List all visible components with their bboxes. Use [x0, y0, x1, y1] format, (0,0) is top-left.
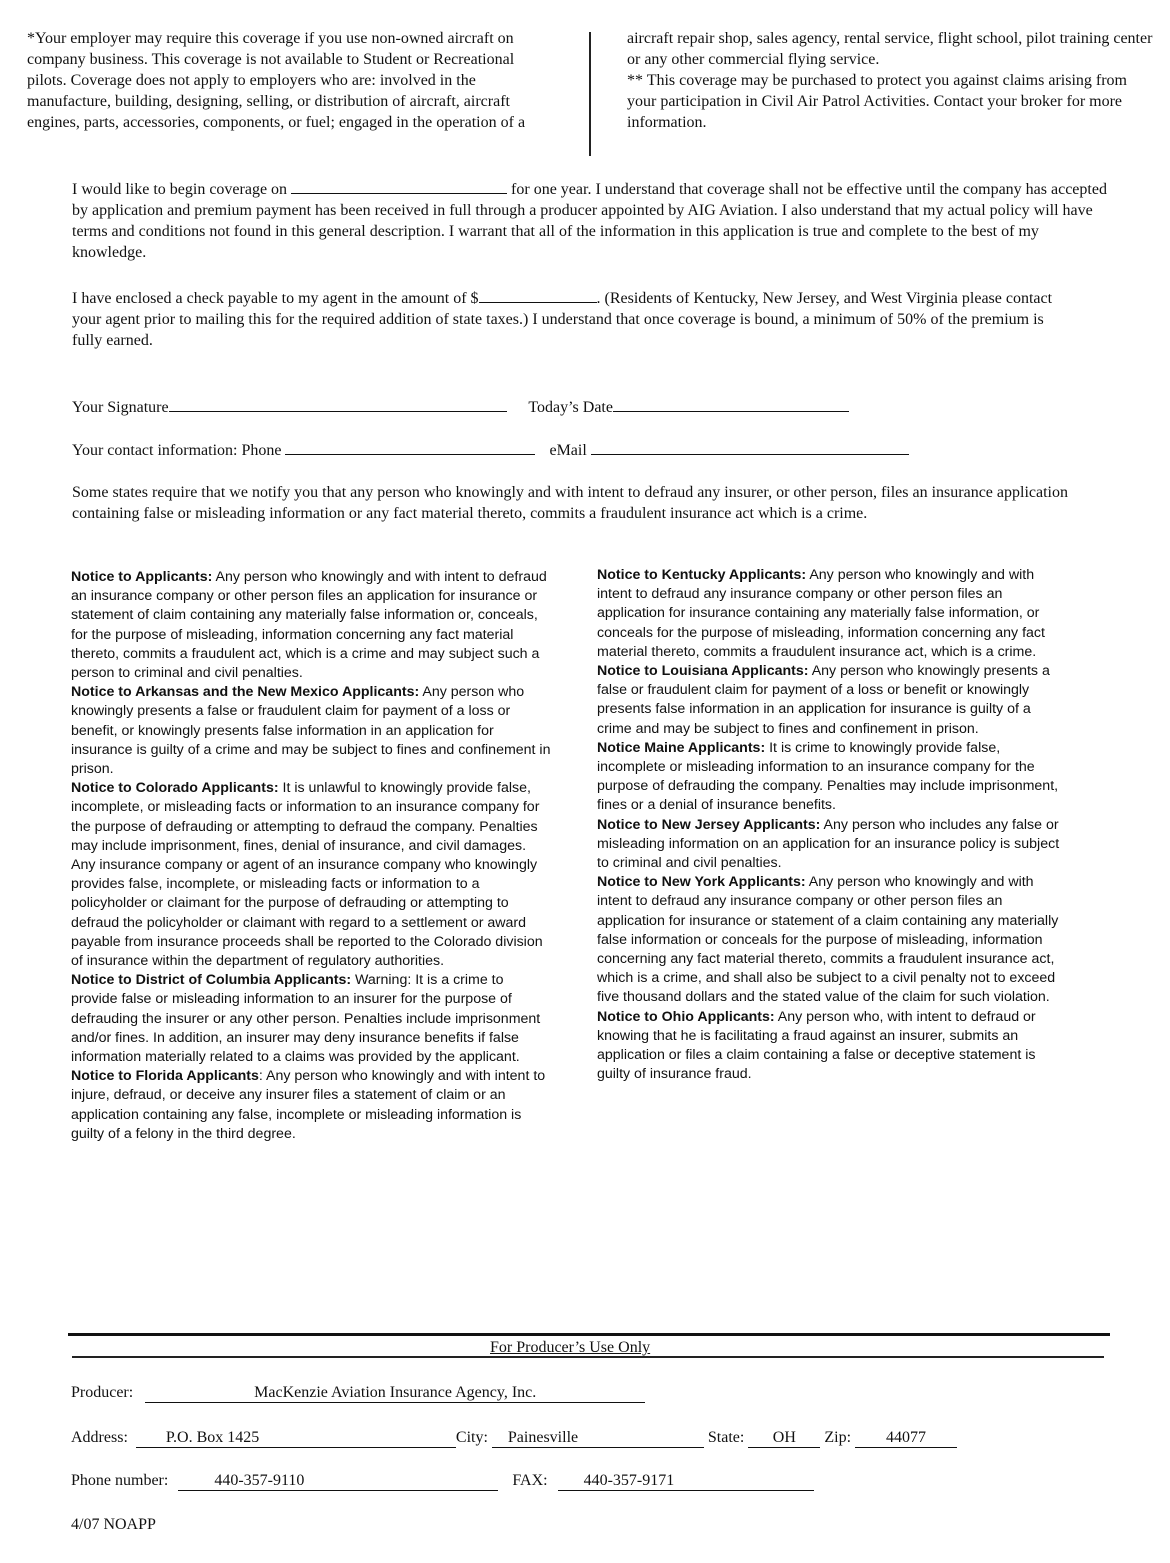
notice-kentucky: [597, 566, 1067, 662]
notice-body: Any person who knowingly presents a false or fraudulent claim for payment of a loss or benefit or knowingly presents false information in an application for insurance is guilty of a crime and may be subject to fines and confinement in prison.: [597, 663, 1050, 737]
coverage-start-date-field[interactable]: [291, 178, 507, 194]
notice-body: Any person who includes any false or misleading information on an application for an insurance policy is subject to criminal and civil penalties.: [597, 816, 1060, 872]
notice-body: Any person who knowingly presents a false or fraudulent claim for payment of a loss or benefit, or knowingly presents false information in an application for insurance is guilty of a crime and may be subject to fines and confinement in prison.: [71, 684, 551, 778]
phone-field[interactable]: 440-357-9110: [178, 1472, 498, 1491]
state-field[interactable]: OH: [748, 1429, 820, 1448]
notice-district-of-columbia: [71, 971, 551, 1067]
producer-row: [71, 1384, 645, 1403]
notice-title: Notice to Applicants:: [71, 569, 213, 585]
notice-title: Notice to Kentucky Applicants:: [597, 567, 807, 583]
notice-title: Notice to Colorado Applicants:: [71, 780, 279, 797]
notice-title: Notice to New Jersey Applicants:: [597, 816, 821, 833]
producer-field[interactable]: MacKenzie Aviation Insurance Agency, Inc.: [145, 1384, 645, 1403]
notice-new-york: [597, 873, 1067, 1007]
notice-title: Notice Maine Applicants:: [597, 739, 766, 756]
city-label: City:: [455, 1429, 488, 1446]
address-row: [71, 1429, 957, 1448]
producer-section-top-rule: [68, 1333, 1110, 1336]
coverage-note-right-text-2: ** This coverage may be purchased to protect you against claims arising from your participation in Civil Air Patrol Activities. Contact your broker for more information.: [627, 72, 1127, 131]
notice-florida: [71, 1067, 551, 1144]
notice-body: Any person who knowingly and with intent to defraud any insurance company or other person files an application for insurance containing any materially false information, or conceals for the purpose of misleading, information concerning any fact material thereto, commits a fraudulent insurance act, which is a crime.: [597, 567, 1045, 660]
payment-paragraph: [72, 287, 1062, 351]
notice-body: Any person who knowingly and with intent to defraud any insurance company or other person files an application for insurance or statement of a claim containing any materially false information or conceals for the purpose of misleading, information concerning any fact material thereto, commits a fraudulent insurance act, which is a crime, and shall also be subject to a civil penalty not to exceed five thousand dollars and the stated value of the claim for such violation.: [597, 874, 1059, 1006]
notice-title: Notice to Ohio Applicants:: [597, 1008, 775, 1025]
notice-applicants: [71, 568, 551, 683]
city-field[interactable]: Painesville: [492, 1429, 704, 1448]
notice-title: Notice to Arkansas and the New Mexico Applicants:: [71, 684, 420, 701]
address-label: Address:: [71, 1429, 128, 1446]
zip-label: Zip:: [824, 1429, 852, 1446]
payment-text: . (Residents of Kentucky, New Jersey, and West Virginia please contact your agent prior to mailing this for the required addition of state taxes.) I understand that once coverage is bound, a minimum of 50% of the premium is fully earned.: [72, 290, 1053, 349]
notice-title: Notice to District of Columbia Applicants:: [71, 972, 352, 989]
notice-body: Warning: It is a crime to provide false or misleading information to an insurer for the purpose of defrauding the insurer or any other person. Penalties include imprisonment and/or fines. In addition, an insurer may deny insurance benefits if false information materially related to a claims was provided by the applicant.: [71, 972, 541, 1066]
coverage-note-right-text-1: aircraft repair shop, sales agency, rental service, flight school, pilot training center or any other commercial flying service.: [627, 30, 1153, 68]
signature-label: Your Signature: [72, 399, 169, 416]
zip-field[interactable]: 44077: [855, 1429, 957, 1448]
notice-colorado: [71, 779, 551, 971]
notice-maine: [597, 739, 1067, 816]
fax-label: FAX:: [512, 1472, 548, 1489]
payment-amount-field[interactable]: [479, 287, 597, 303]
coverage-note-left: [27, 28, 542, 133]
date-label: Today’s Date: [528, 399, 613, 416]
notice-body: : Any person who knowingly and with intent to injure, defraud, or deceive any insurer files a statement of claim or an application containing any false, incomplete or misleading information is guilty of a felony in the third degree.: [71, 1068, 546, 1142]
producer-label: Producer:: [71, 1384, 134, 1401]
notice-title: Notice to Louisiana Applicants:: [597, 663, 809, 680]
notices-right-column: [597, 566, 1067, 1084]
coverage-note-right: [627, 28, 1157, 133]
state-label: State:: [707, 1429, 745, 1446]
contact-phone-field[interactable]: [285, 439, 535, 455]
payment-label: I have enclosed a check payable to my agent in the amount of $: [72, 290, 479, 307]
column-divider: [589, 32, 591, 156]
notice-new-jersey: [597, 816, 1067, 874]
date-field[interactable]: [613, 396, 849, 412]
signature-row: [72, 396, 849, 418]
notice-title: Notice to New York Applicants:: [597, 874, 806, 891]
producer-section-bottom-rule: [72, 1356, 1104, 1358]
notice-body: It is crime to knowingly provide false, incomplete or misleading information to an insurance company for the purpose of defrauding the company. Penalties may include imprisonment, fines or a denial of insurance benefits.: [597, 739, 1059, 814]
fraud-statement-text: Some states require that we notify you that any person who knowingly and with intent to defraud any insurer, or other person, files an insurance application containing false or misleading information or any fact material thereto, commits a fraudulent insurance act which is a crime.: [72, 484, 1068, 522]
notice-body: Any person who knowingly and with intent to defraud an insurance company or other person files an application for insurance or statement of claim containing any materially false information or, conceals, for the purpose of misleading, information concerning any fact material thereto, commits a fraudulent act, which is a crime and may subject such a person to criminal and civil penalties.: [71, 569, 547, 682]
phone-row: [71, 1472, 814, 1491]
coverage-start-paragraph: [72, 178, 1117, 263]
address-field[interactable]: P.O. Box 1425: [136, 1429, 456, 1448]
coverage-start-text: for one year. I understand that coverage shall not be effective until the company has accepted by application and premium payment has been received in full through a producer appointed by AIG Aviation. I also understand that my actual policy will have terms and conditions not found in this general description. I warrant that all of the information in this application is true and complete to the best of my knowledge.: [72, 181, 1107, 261]
email-field[interactable]: [591, 439, 909, 455]
coverage-note-left-text: *Your employer may require this coverage if you use non-owned aircraft on company business. This coverage is not available to Student or Recreational pilots. Coverage does not apply to employers who are: involved in the manufacture, building, designing, selling, or distribution of aircraft, aircraft engines, parts, accessories, components, or fuel; engaged in the operation of a: [27, 30, 526, 131]
producer-section-title: For Producer’s Use Only: [490, 1339, 651, 1356]
notices-left-column: [71, 568, 551, 1144]
notice-body: Any person who, with intent to defraud or knowing that he is facilitating a fraud against an insurer, submits an application or files a claim containing a false or deceptive statement is guilty of insurance fraud.: [597, 1008, 1036, 1083]
notice-body: It is unlawful to knowingly provide false, incomplete, or misleading facts or information to an insurance company for the purpose of defrauding or attempting to defraud the company. Penalties may include imprisonment, fines, denial of insurance, and civil damages. Any insurance company or agent of an insurance company who knowingly provides false, incomplete, or misleading facts or information to a policyholder or claimant for the purpose of defrauding or attempting to defraud the policyholder or claimant with regard to a settlement or award payable from insurance proceeds shall be reported to the Colorado division of insurance within the department of regulatory authorities.: [71, 780, 543, 970]
contact-phone-label: Your contact information: Phone: [72, 442, 282, 459]
notice-arkansas-new-mexico: [71, 683, 551, 779]
fax-field[interactable]: 440-357-9171: [558, 1472, 814, 1491]
notice-title: Notice to Florida Applicants: [71, 1068, 259, 1085]
fraud-statement: [72, 482, 1122, 524]
email-label: eMail: [549, 442, 587, 459]
coverage-start-label: I would like to begin coverage on: [72, 181, 288, 198]
phone-label: Phone number:: [71, 1472, 169, 1489]
form-code: 4/07 NOAPP: [71, 1516, 156, 1533]
notice-ohio: [597, 1008, 1067, 1085]
contact-row: [72, 439, 909, 461]
signature-field[interactable]: [169, 396, 507, 412]
notice-louisiana: [597, 662, 1067, 739]
